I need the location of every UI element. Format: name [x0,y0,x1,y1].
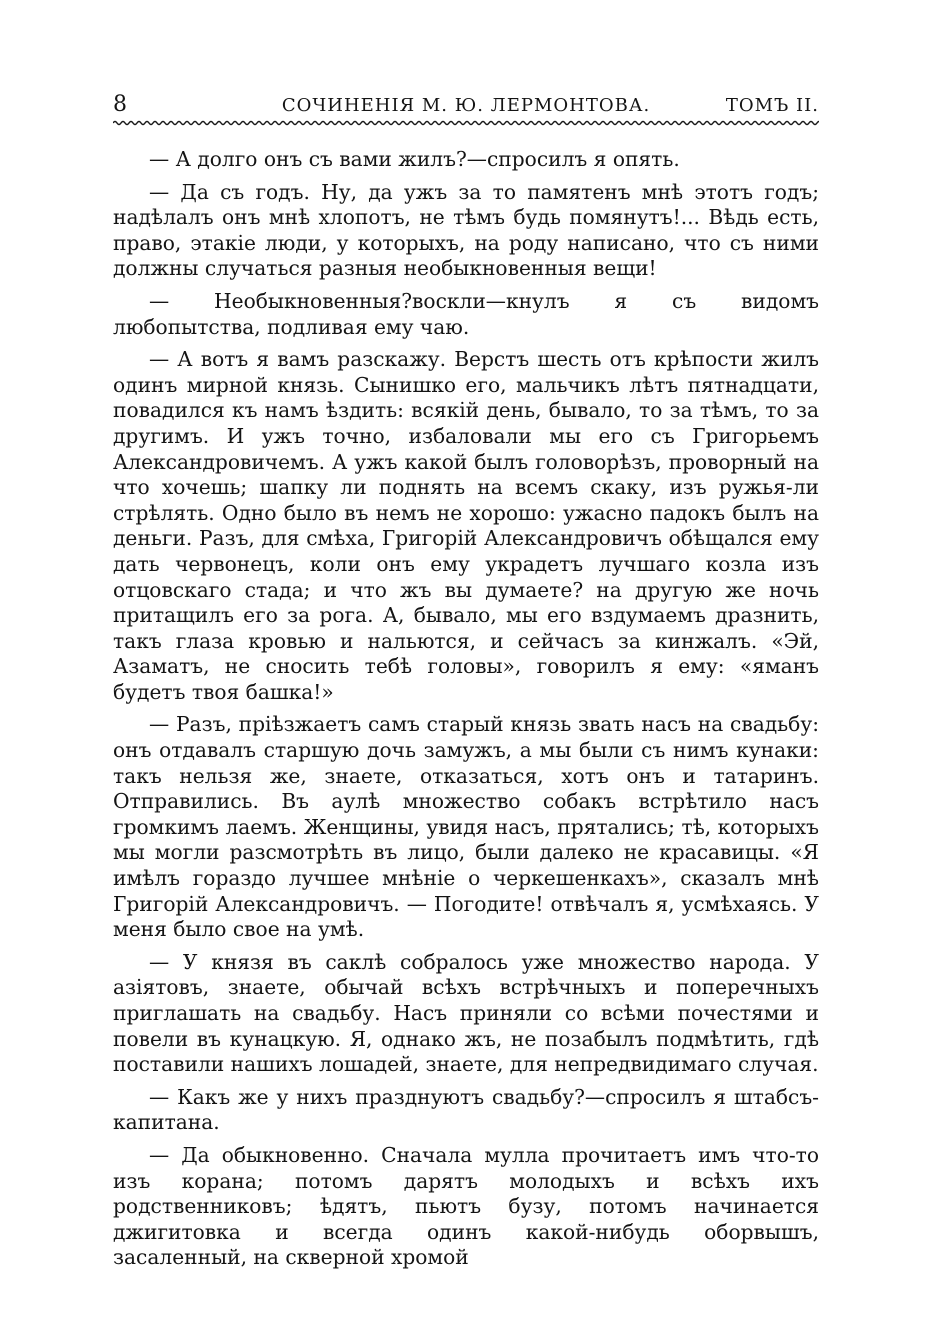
paragraph: — Разъ, пріѣзжаетъ самъ старый князь звать насъ на свадьбу: онъ отдавалъ старшую дочь замужъ, а мы были съ нимъ кунаки: такъ нельзя же, знаете, отказаться, хотъ онъ и татаринъ. Отправились. Въ аулѣ множество собакъ встрѣтило насъ громкимъ лаемъ. Женщины, увидя насъ, прятались; тѣ, которыхъ мы могли разсмотрѣть въ лицо, были далеко не красавицы. «Я имѣлъ гораздо лучшее мнѣніе о черкешенкахъ», сказалъ мнѣ Григорій Александровичъ. — Погодите! отвѣчалъ я, усмѣхаясь. У меня было свое на умѣ. [113,712,819,942]
paragraph: — А вотъ я вамъ разскажу. Верстъ шесть отъ крѣпости жилъ одинъ мирной князь. Сынишко его, мальчикъ лѣтъ пятнадцати, повадился къ намъ ѣздить: всякій день, бывало, то за тѣмъ, то за другимъ. И ужъ точно, избаловали мы его съ Григорьемъ Александровичемъ. А ужъ какой былъ головорѣзъ, проворный на что хочешь; шапку ли поднять на всемъ скаку, изъ ружья-ли стрѣлять. Одно было въ немъ не хорошо: ужасно падокъ былъ на деньги. Разъ, для смѣха, Григорій Александровичъ обѣщался ему дать червонецъ, коли онъ ему украдетъ лучшаго козла изъ отцовскаго стада; и что жъ вы думаете? на другую же ночь притащилъ его за рога. А, бывало, мы его вздумаемъ дразнить, такъ глаза кровью и нальются, и сейчасъ за кинжалъ. «Эй, Азаматъ, не сносить тебѣ головы», говорилъ я ему: «яманъ будетъ твоя башка!» [113,347,819,704]
paragraph: — Да обыкновенно. Сначала мулла прочитаетъ имъ что-то изъ корана; потомъ дарятъ молодыхъ и всѣхъ ихъ родственниковъ; ѣдятъ, пьютъ бузу, потомъ начинается джигитовка и всегда одинъ какой-нибудь оборвышъ, засаленный, на скверной хромой [113,1142,819,1270]
volume-label: ТОМЪ II. [725,95,819,116]
paragraph: — А долго онъ съ вами жилъ?—спросилъ я опять. [149,147,680,171]
page-number: 8 [113,92,127,117]
paragraph: — Какъ же у нихъ празднуютъ свадьбу?—спросилъ я штабсъ-капитана. [113,1084,819,1135]
paragraph: — Да съ годъ. Ну, да ужъ за то памятенъ мнѣ этотъ годъ; надѣлалъ онъ мнѣ хлопотъ, не тѣмъ будь помянутъ!... Вѣдь есть, право, этакіе люди, у которыхъ, на роду написано, что съ ними должны случаться разныя необыкновенныя вещи! [113,179,819,281]
running-title: СОЧИНЕНІЯ М. Ю. ЛЕРМОНТОВА. [281,95,651,116]
paragraph: — Необыкновенныя?воскли—кнулъ я съ видомъ любопытства, подливая ему чаю. [113,288,819,339]
running-header [113,92,819,118]
paragraph: — У князя въ саклѣ собралось уже множество народа. У азіятовъ, знаете, обычай всѣхъ встрѣчныхъ и поперечныхъ приглашать на свадьбу. Насъ приняли со всѣми почестями и повели въ кунацкую. Я, однако жъ, не позабылъ подмѣтить, гдѣ поставили нашихъ лошадей, знаете, для непредвидимаго случая. [113,949,819,1077]
body-text [113,147,819,1271]
wavy-header-rule [113,119,819,127]
